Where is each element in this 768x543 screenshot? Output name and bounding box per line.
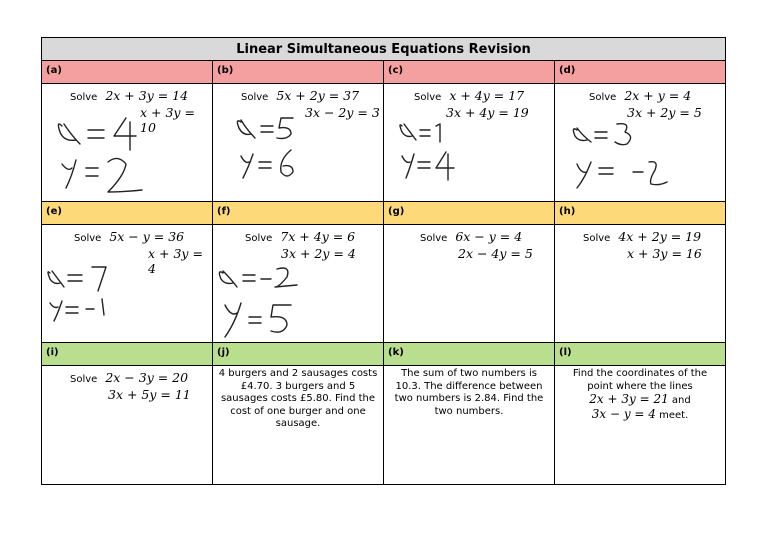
equation-1: 5x − y = 36 (109, 229, 185, 244)
solve-label: Solve (414, 92, 442, 103)
solve-label: Solve (589, 92, 617, 103)
question-g[interactable] (384, 225, 555, 342)
question-b[interactable] (213, 84, 384, 201)
row-header-1 (42, 61, 725, 84)
equations (420, 229, 533, 261)
equation-2: 3x − 2y = 3 (305, 105, 380, 120)
handwritten-answer (384, 84, 554, 201)
label-i: (i) (42, 343, 213, 365)
question-c[interactable] (384, 84, 555, 201)
equation-1: 2x + y = 4 (624, 88, 692, 103)
label-d: (d) (559, 65, 576, 76)
and-text: and (671, 395, 691, 406)
equation-2: 3x + 2y = 4 (281, 246, 356, 261)
solve-label: Solve (70, 92, 98, 103)
solve-label: Solve (74, 233, 102, 244)
equation-2: 2x − 4y = 5 (458, 246, 533, 261)
word-problem (559, 368, 721, 422)
handwritten-answer (213, 84, 383, 201)
equation-2: 3x − y = 4 (591, 406, 656, 421)
word-problem: 4 burgers and 2 sausages costs £4.70. 3 burgers and 5 sausages costs £5.80. Find the cost of one burger and one sausage. (218, 368, 378, 429)
label-f: (f) (213, 202, 384, 224)
question-l[interactable] (555, 366, 725, 484)
label-b: (b) (213, 61, 384, 83)
label-a: (a) (42, 61, 213, 83)
label-l: (l) (559, 347, 572, 358)
equation-2: x + 3y = 16 (627, 246, 702, 261)
label-e: (e) (42, 202, 213, 224)
label-c: (c) (384, 61, 555, 83)
solve-label: Solve (583, 233, 611, 244)
question-a[interactable] (42, 84, 213, 201)
meet-text: meet. (659, 409, 689, 421)
solve-label: Solve (241, 92, 269, 103)
worksheet (41, 37, 726, 485)
worksheet-title: Linear Simultaneous Equations Revision (42, 38, 725, 61)
question-i[interactable] (42, 366, 213, 484)
equation-1: 6x − y = 4 (455, 229, 523, 244)
equation-2: x + 3y = 10 (140, 105, 195, 135)
row-body-3 (42, 366, 725, 484)
equation-1: x + 4y = 17 (449, 88, 525, 103)
handwritten-answer (213, 225, 383, 342)
solve-label: Solve (245, 233, 273, 244)
handwritten-answer (42, 225, 212, 342)
equation-1: 4x + 2y = 19 (618, 229, 702, 244)
equation-1: 2x + 3y = 21 (589, 392, 669, 406)
equation-2: 3x + 4y = 19 (446, 105, 529, 120)
row-body-1 (42, 84, 725, 202)
label-g: (g) (384, 202, 555, 224)
equation-1: 7x + 4y = 6 (280, 229, 356, 244)
word-problem: The sum of two numbers is 10.3. The difference between two numbers is 2.84. Find the two numbers. (394, 368, 544, 417)
handwritten-answer (555, 84, 725, 201)
equation-1: 2x − 3y = 20 (105, 370, 189, 385)
equations (583, 229, 702, 261)
label-h: (h) (559, 206, 576, 217)
question-j[interactable] (213, 366, 384, 484)
question-f[interactable] (213, 225, 384, 342)
equation-2: 3x + 5y = 11 (108, 387, 191, 402)
equations (70, 370, 191, 402)
equation-1: 5x + 2y = 37 (276, 88, 360, 103)
solve-label: Solve (70, 374, 98, 385)
label-j: (j) (213, 343, 384, 365)
row-body-2 (42, 225, 725, 343)
equation-1: 2x + 3y = 14 (105, 88, 189, 103)
question-d[interactable] (555, 84, 725, 201)
row-header-3 (42, 343, 725, 366)
question-h[interactable] (555, 225, 725, 342)
question-k[interactable] (384, 366, 555, 484)
problem-text: Find the coordinates of the point where the lines (572, 368, 708, 392)
handwritten-answer (42, 84, 212, 201)
equation-2: x + 3y = 4 (148, 246, 203, 276)
question-e[interactable] (42, 225, 213, 342)
row-header-2 (42, 202, 725, 225)
label-k: (k) (384, 343, 555, 365)
equation-2: 3x + 2y = 5 (627, 105, 702, 120)
solve-label: Solve (420, 233, 448, 244)
